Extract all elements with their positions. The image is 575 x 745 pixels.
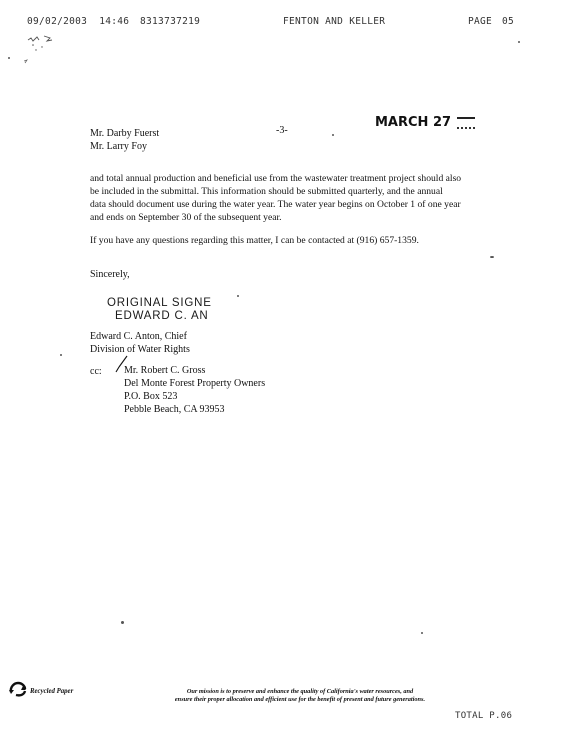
body-paragraph-1-line: and ends on September 30 of the subsequent year. xyxy=(90,212,282,223)
closing: Sincerely, xyxy=(90,269,130,280)
fax-datetime: 09/02/2003 14:46 xyxy=(27,16,130,27)
signer-name: Edward C. Anton, Chief xyxy=(90,331,187,342)
signer-division: Division of Water Rights xyxy=(90,344,190,355)
cc-line-1: Mr. Robert C. Gross xyxy=(124,365,206,376)
scan-speck xyxy=(518,41,520,43)
fax-phone: 8313737219 xyxy=(140,16,201,27)
cc-line-2: Del Monte Forest Property Owners xyxy=(124,378,266,389)
body-paragraph-1-line: be included in the submittal. This information should be submitted quarterly, and the annual xyxy=(90,186,443,197)
scan-speck xyxy=(60,354,62,356)
cc-label: cc: xyxy=(90,366,102,377)
signature-stamp-line-2: EDWARD C. AN xyxy=(115,310,209,322)
body-paragraph-2 xyxy=(90,234,419,247)
mission-line-1: Our mission is to preserve and enhance the quality of California's water resources, and xyxy=(186,688,414,695)
total-pages: TOTAL P.06 xyxy=(455,711,513,721)
fax-page-number: 05 xyxy=(502,16,515,27)
scan-speck xyxy=(490,256,494,258)
mission-statement xyxy=(150,688,450,704)
scan-speck xyxy=(121,621,124,624)
signature-stamp-line-1: ORIGINAL SIGNE xyxy=(107,297,212,309)
fax-page-label: PAGE xyxy=(468,16,493,27)
recycled-paper-label: Recycled Paper xyxy=(30,688,74,695)
body-paragraph-1-line: data should document use during the water year. The water year begins on October 1 of one year xyxy=(90,199,461,210)
fax-sender: FENTON AND KELLER xyxy=(283,16,386,27)
body-paragraph-2-line: If you have any questions regarding this matter, I can be contacted at (916) 657-1359. xyxy=(90,235,419,246)
page-marker: -3- xyxy=(276,125,288,136)
recipient-1: Mr. Darby Fuerst xyxy=(90,128,160,139)
date-stamp-smudge xyxy=(457,117,475,129)
mission-line-2: ensure their proper allocation and efficient use for the benefit of present and future generations. xyxy=(174,696,426,703)
scan-speck xyxy=(8,57,10,59)
cc-line-3: P.O. Box 523 xyxy=(124,391,178,402)
body-paragraph-1-line: and total annual production and beneficial use from the wastewater treatment project should also xyxy=(90,173,462,184)
scan-scribble-icon xyxy=(24,28,84,68)
date-stamp xyxy=(375,115,475,130)
scan-speck xyxy=(421,632,423,634)
scan-speck xyxy=(237,295,239,297)
scan-speck xyxy=(332,134,334,136)
recycle-icon xyxy=(8,680,28,698)
body-paragraph-1 xyxy=(90,172,461,224)
date-stamp-text: MARCH 27 xyxy=(375,115,452,130)
recipient-2: Mr. Larry Foy xyxy=(90,141,147,152)
cc-line-4: Pebble Beach, CA 93953 xyxy=(124,404,225,415)
